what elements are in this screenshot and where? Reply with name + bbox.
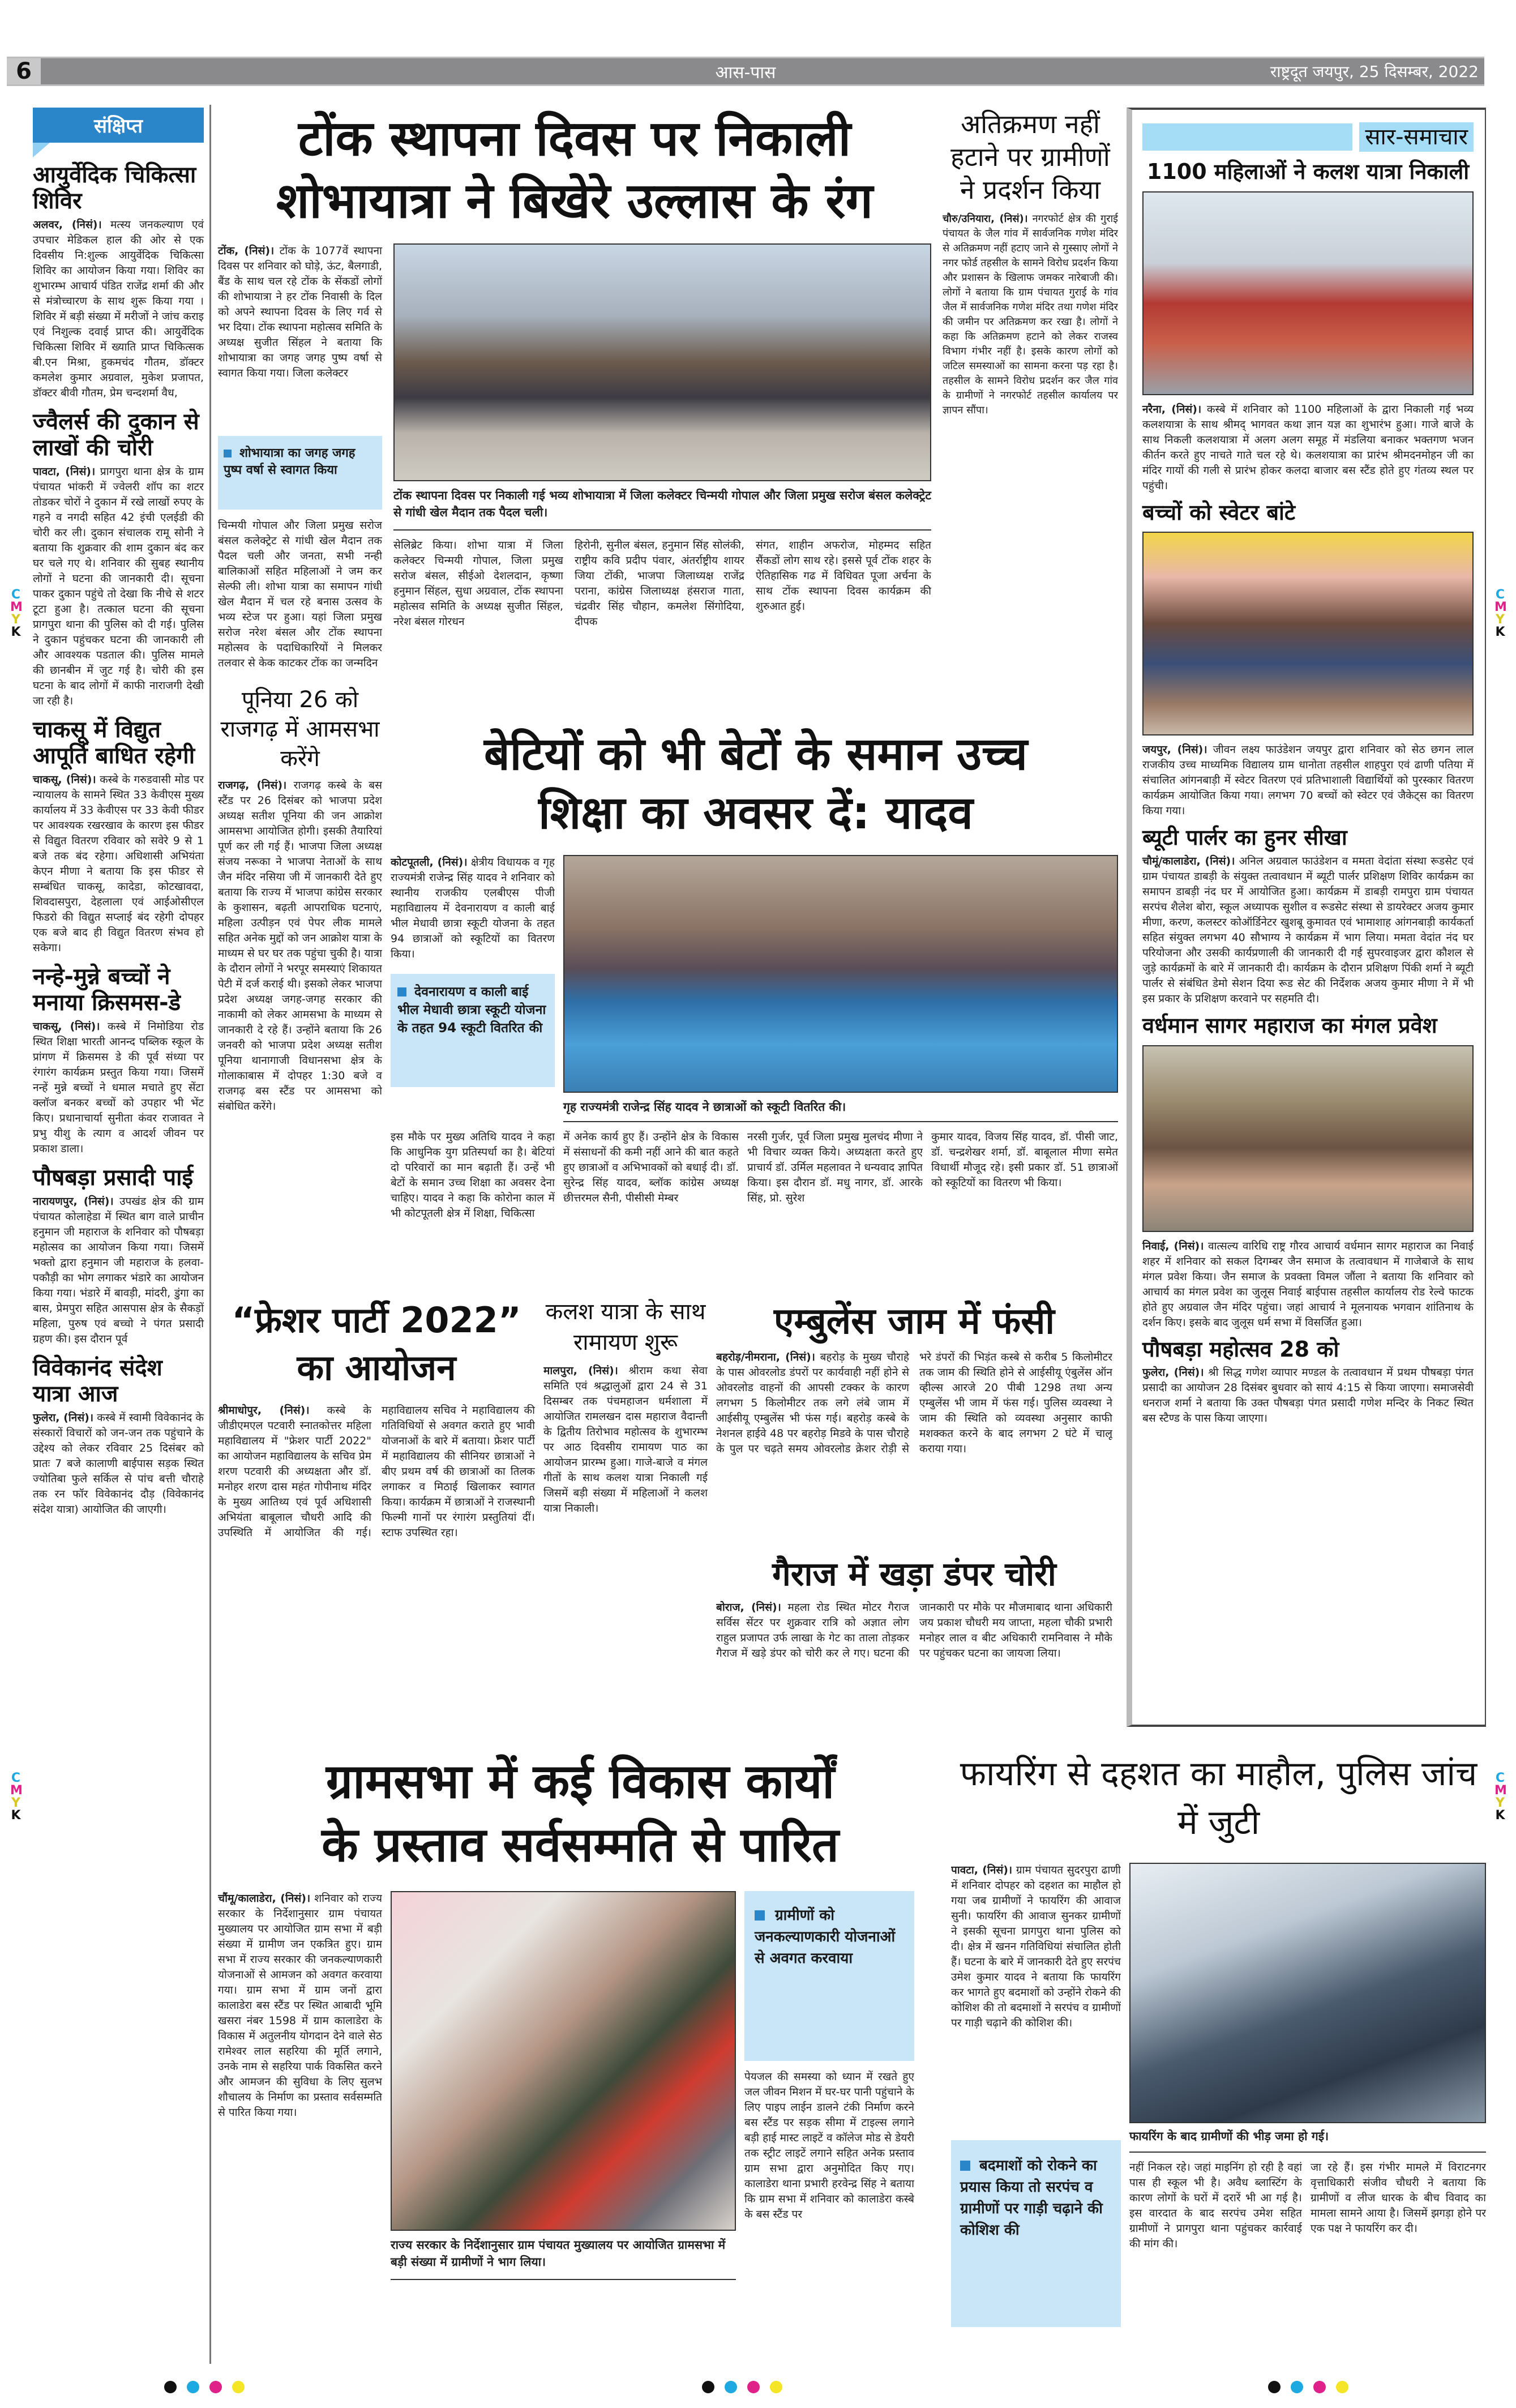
firing-body-col2: नहीं निकल रहे। जहां माइनिंग हो रही है वहां पास ही स्कूल भी है। अवैध ब्लास्टिंग के कारण लोगों के घरों में दरारें भी आ गई है। इस वारदात के बाद सरपंच उमेश सहित ग्रामीणों ने प्रागपुरा थाना पहुंचकर कार्रवाई की मांग की। [1129,2161,1302,2250]
story-dateline: चाकसू, (निसं)। [33,1020,100,1033]
puniya-body [218,778,382,1114]
kalash-body [543,1363,708,1516]
tonk-photo-caption: टोंक स्थापना दिवस पर निकाली गई भव्य शोभायात्रा में जिला कलेक्टर चिन्मयी गोपाल और जिला प्रमुख सरोज बंसल कलेक्ट्रेट से गांधी खेल मैदान तक पैदल चली। [393,489,931,519]
firing-highlight-box [951,2140,1121,2327]
story-body [1142,854,1474,1007]
sidebar-banner-row [1142,121,1474,153]
story-headline: विवेकानंद संदेश यात्रा आज [33,1355,162,1407]
encroachment-headline: अतिक्रमण नहीं हटाने पर ग्रामीणों ने प्रदर्शन किया [950,109,1110,205]
yadav-body-col2: इस मौके पर मुख्य अतिथि यादव ने कहा कि आधुनिक युग प्रतिस्पर्धा का है। बेटियां दो परिवारों का मान बढ़ाती हैं। उन्हें भी बेटों के समान उच्च शिक्षा का अवसर देना चाहिए। यादव ने कहा कि कोरोना काल में भी कोटपूतली क्षेत्र में शिक्षा, चिकित्सा [391,1131,555,1220]
cmyk-y: Y [11,1796,20,1810]
yadav-photo-caption: गृह राज्यमंत्री राजेन्द्र सिंह यादव ने छात्राओं को स्कूटी वितरित की। [563,1100,846,1114]
brief-story [33,717,204,956]
fresher-dateline: श्रीमाधोपुर, (निसं)। [218,1404,310,1417]
cmyk-c: C [11,1771,21,1785]
story-dateline: पावटा, (निसं)। [33,465,96,478]
yadav-text: क्षेत्रीय विधायक व गृह राज्यमंत्री राजेन्द्र सिंह यादव ने शनिवार को स्थानीय राजकीय एलबीएस पीजी महाविद्यालय में देवनारायण व काली बाई भील मेधावी छात्रा स्कूटी योजना के तहत 94 छात्राओं को स्कूटियों का वितरण किया। [391,856,555,960]
story-body [1142,402,1474,494]
story-headline: पौषबड़ा प्रसादी पाई [33,1165,194,1191]
kalash-dateline: मालपुरा, (निसं)। [543,1365,618,1377]
reg-dot [232,2381,245,2393]
story-text: उपखंड क्षेत्र की ग्राम पंचायत कोलाहेडा में स्थित बाग वाले प्राचीन हनुमान जी महाराज के शनिवार को पौषबड़ा महोत्सव का आयोजन किया गया। जिसमें भक्तो द्वारा हनुमान जी महाराज के हलवा-पकौड़ी का भोग लगाकर भंडारे का आयोजन किया गया। भंडारे में बावड़ी, मांदरी, डुंगा का बास, प्रेमपुरा सहित आसपास क्षेत्र के सैकड़ों महिला, पुरुष एवं बच्चो ने पंगत प्रसादी ग्रहण की। इस दौरान पूर्व [33,1195,204,1345]
story-headline: चाकसू में विद्युत आपूर्ति बाधित रहेगी [33,717,195,769]
cmyk-mark-lower [10,1772,22,1822]
page-number: 6 [7,58,41,84]
puniya-story [218,685,382,1195]
reg-dot [164,2381,177,2393]
section-title: आस-पास [715,62,776,83]
tonk-body-col2: सेलिब्रेट किया। शोभा यात्रा में जिला कलेक्टर चिन्मयी गोपाल, जिला प्रमुख सरोज बंसल, सीईओ देशलदान, कृष्णा हनुमान सिंहल, सुधा अग्रवाल, टोंक स्थापना महोत्सव समिति के अध्यक्ष सुजीत सिंहल, नरेश बंसल गोरधन [393,539,563,628]
story-dateline: चाकसू, (निसं)। [33,773,96,786]
story-body [33,772,204,956]
sidebar-story [1142,1013,1474,1331]
story-headline: बच्चों को स्वेटर बांटे [1142,499,1296,525]
brief-story [33,964,204,1157]
brief-banner: संक्षिप्त [33,108,204,143]
story-headline: पौषबड़ा महोत्सव 28 को [1142,1336,1339,1362]
tonk-dateline: टोंक, (निसं)। [218,245,275,257]
cmyk-c: C [1495,1771,1505,1785]
tonk-body-col3: हिरोनी, सुनील बंसल, हनुमान सिंह सोलंकी, राष्ट्रीय कवि प्रदीप पंवार, अंतर्राष्ट्रीय शायर जिया टोंकी, भाजपा जिलाध्यक्ष राजेंद्र पराना, कांग्रेस जिलाध्यक्ष हंसराज गाता, चंद्रवीर सिंह चौहान, कमलेश सिंगोदिया, दीपक [575,539,744,628]
story-headline: ज्वैलर्स की दुकान से लाखों की चोरी [33,409,199,461]
brief-story [33,1355,204,1517]
story-text: अनिल अग्रवाल फाउंडेशन व ममता वेदांता संस्था रूडसेट एवं ग्राम पंचायत डाबड़ी के संयुक्त तत्वावधान में ब्यूटी पार्लर प्रशिक्षण शिविर कार्यक्रम का समापन डाबड़ी नंद घर में आयोजित हुआ। कार्यक्रम में डाबड़ी रामपुरा ग्राम पंचायत सरपंच शैलेश बोरा, स्कूल अध्यापक सुशील व रूडसेट संस्था से डायरेक्टर अजय कुमार मीणा, करण, कलस्टर कोऑर्डिनेटर खुशबू कुमावत एवं भामाशाह आंगनबाड़ी कार्यकर्ता सहित संयुक्त लगभग 40 सौभाग्य ने कार्यक्रम में भाग लिया। ममता वेदांत नंद घर परियोजना और उसकी कार्यप्रणाली की जानकारी दी गई सुपरवाइजर द्वारा कौशल से जुड़े कार्यक्रमों के बारे में जानकारी दी। कार्यक्रम के दौरान प्रशिक्षण पिंकी शर्मा ने ब्यूटी पार्लर से संबंधित डेमो सेशन दिया रूड सेट की निर्देशक अजय कुमार मीणा ने में भी इस प्रकार के प्रशिक्षण करवाने पर सहमति दी। [1142,855,1474,1006]
kalash-story [543,1297,708,1716]
cmyk-mark [10,589,22,639]
caption-rule [1129,2152,1486,2153]
kalash-yatra-photo [1142,191,1474,395]
firing-headline: फायरिंग से दहशत का माहौल, पुलिस जांच में जुटी [960,1754,1478,1842]
reg-dot [1291,2381,1303,2393]
sidebar-story [1142,501,1474,819]
highlight-text: देवनारायण व काली बाई भील मेधावी छात्रा स्कूटी योजना के तहत 94 स्कूटी वितरित की [397,985,546,1036]
story-text: कस्बे में शनिवार को 1100 महिलाओं के द्वारा निकाली गई भव्य कलशयात्रा के साथ श्रीमद् भागवत कथा ज्ञान यज्ञ का शुभारंभ हुआ। गाजे बाजे के साथ निकली कलशयात्रा में अलग अलग समूह में मंडलिया बनाकर भक्तगण भजन कीर्तन करते हुए नाचते गाते चल रहे थे। कलशयात्रा का प्रारंभ श्रीमदनमोहन जी का मंदिर गायों की गली से प्रारंभ होकर कलदा बाजार बस स्टैंड होते हुए गंतव्य स्थल पर पहुंची। [1142,403,1474,492]
gramsabha-body-col2: पेयजल की समस्या को ध्यान में रखते हुए जल जीवन मिशन में घर-घर पानी पहुंचाने के लिए पाइप लाईन डालने टंकी निर्माण करने बस स्टैंड पर सड़क सीमा में टाइल्स लगाने बड़ी हाई मास्ट लाइटें व कॉलेज मोड से डेयरी तक स्ट्रीट लाइटें लगाने सहित अनेक प्रस्ताव ग्राम सभा द्वारा अनुमोदित किए गए। कालाडेरा थाना प्रभारी हरवेन्द्र सिंह ने बताया कि ग्राम सभा में शनिवार को कालाडेरा कस्बे के बस स्टैंड पर [744,2071,914,2221]
gramsabha-headline-1: ग्रामसभा में कई विकास कार्यों [326,1753,835,1809]
tonk-procession-photo [393,243,931,481]
story-headline: ब्यूटी पार्लर का हुनर सीखा [1142,825,1347,850]
story-dateline: निवाई, (निसं)। [1142,1239,1204,1252]
edition-dateline: राष्ट्रदूत जयपुर, 25 दिसम्बर, 2022 [1270,62,1479,81]
ambulance-story [716,1297,1112,1534]
sidebar-story [1142,826,1474,1007]
left-brief-column [33,108,204,1517]
story-body [33,1410,204,1517]
fresher-story [218,1297,535,1716]
cmyk-c: C [1495,588,1505,602]
story-body [33,217,204,401]
firing-dateline: पावटा, (निसं)। [951,1864,1013,1876]
cmyk-mark-lower-right [1494,1772,1506,1822]
caption-rule [391,2279,736,2280]
story-dateline: नारायणपुर, (निसं)। [33,1195,114,1208]
bullet-icon [755,1910,765,1921]
right-sidebar [1127,108,1486,1727]
tonk-text: टोंक के 1077वें स्थापना दिवस पर शनिवार को घोड़े, ऊंट, बैलगाडी, बैंड के साथ चल रहे टोंक के सेंकडों लोगों की शोभायात्रा ने हर टोंक निवासी के दिल को अपने स्थापना दिवस के लिए गर्व से भर दिया। टोंक स्थापना महोत्सव समिति के अध्यक्ष सुजीत सिंहल ने बताया कि शोभायात्रा का जगह जगह पुष्प वर्षा से स्वागत किया गया। जिला कलेक्टर [218,245,382,379]
encroachment-body [943,212,1118,418]
bullet-icon [397,987,406,996]
yadav-dateline: कोटपूतली, (निसं)। [391,856,468,869]
story-dateline: अलवर, (निसं)। [33,219,102,231]
story-text: मत्स्य जनकल्याण एवं उपचार मेडिकल हाल की ओर से एक दिवसीय नि:शुल्क आयुर्वेदिक चिकित्सा शिविर का आयोजन किया गया। शिविर का शुभारम्भ आचार्य पंडित राजेंद्र शर्मा की और से मंत्रोच्चारण के साथ शुरू किया गया । शिविर में बड़ी संख्या में मरीजों ने जांच कराइ एवं निशुल्क दवाई प्राप्त की। आयुर्वेदिक चिकित्सा शिविर में ख्याति प्राप्त चिकित्सक बी.एन मिश्रा, हुकमचंद गौतम, डॉक्टर कमलेश कुमार अग्रवाल, मुकेश प्रजापत, डॉक्टर बीवी गौतम, प्रेम चन्दशर्मा वैध, [33,219,204,399]
reg-dot [187,2381,199,2393]
story-text: जीवन लक्ष्य फाउंडेशन जयपुर द्वारा शनिवार को सेठ छगन लाल राजकीय उच्च माध्यमिक विद्यालय ग्राम धानोता तहसील शाहपुरा एवं ढाणी पतिया में संचालित आंगनबाड़ी में स्वेटर वितरण एवं प्रतिभाशाली विद्यार्थियों को पुरस्कार वितरण कार्यक्रम आयोजित किया गया। लगभग 70 बच्चों को स्वेटर एवं जैकेट्स का वितरण किया गया। [1142,743,1474,818]
yadav-body-col5: कुमार यादव, विजय सिंह यादव, डॉ. पीसी जाट, डॉ. चन्द्रशेखर शर्मा, डॉ. बाबूलाल मीणा समेत विधार्थी मौजूद रहे। इसी प्रकार डॉ. 51 छात्राओं को स्कूटियों का वितरण भी किया। [931,1131,1118,1189]
gramsabha-text: शनिवार को राज्य सरकार के निर्देशानुसार ग्राम पंचायत मुख्यालय पर आयोजित ग्राम सभा में बड़ी संख्या में ग्रामीण जन एकत्रित हुए। ग्राम सभा में राज्य सरकार की जनकल्याणकारी योजनाओं से आमजन को अवगत करवाया गया। ग्राम सभा में ग्राम जनों द्वारा कालाडेरा बस स्टैंड पर स्थित आबादी भूमि खसरा नंबर 1598 में ग्राम कालाडेरा के विकास में अतुलनीय योगदान देने वाले सेठ रामेश्वर लाल सहरिया की मूर्ति लगाने, उनके नाम से सहरिया पार्क विकसित करने और आमजन की सुविधा के लिए सुलभ शौचालय के निर्माण का प्रस्ताव सर्वसम्मति से पारित किया गया। [218,1892,382,2119]
column-divider [209,105,211,2364]
bullet-icon [224,450,232,457]
registration-strip [0,2381,1516,2398]
fresher-headline: “फ्रेशर पार्टी 2022” का आयोजन [232,1299,521,1388]
story-headline: आयुर्वेदिक चिकित्सा शिविर [33,162,196,214]
sidebar-banner: सार-समाचार [1359,122,1474,152]
sweater-distribution-photo [1142,532,1474,735]
ambulance-headline: एम्बुलेंस जाम में फंसी [773,1301,1055,1342]
story-text: प्रागपुरा थाना क्षेत्र के ग्राम पंचायत भांकरी में ज्वेलरी शॉप का शटर तोडकर चोरों ने दुकान में रखे लाखों रुपए के गहने व नगदी सहित 42 इंची एलईडी की चोरी कर ली। दुकान संचालक रामू सोनी ने बताया कि शुक्रवार की शाम दुकान बंद कर घर चले गए थे। शनिवार की सुबह स्थानीय लोगों ने घटना की जानकारी दी। सूचना पाकर दुकान पहुंचे तो देखा कि नीचे से शटर टूटा हुआ है। तत्काल घटना की सूचना प्रागपुरा थाना की पुलिस को दी गई। पुलिस ने दुकान पहुंचकर घटना की जानकारी ली और आवश्यक पडताल की। पुलिस मामले की छानबीन में जुट गई है। चोरी की इस घटना के बाद लोगों में काफी नाराजगी देखी जा रही है। [33,465,204,707]
yadav-headline-1: बेटियों को भी बेटों के समान उच्च [483,728,1028,780]
brief-story [33,409,204,709]
story-dateline: फुलेरा, (निसं)। [33,1412,94,1424]
reg-dot [725,2381,737,2393]
garage-body [716,1600,1112,1661]
brief-story [33,1165,204,1347]
fresher-body [218,1403,535,1541]
cmyk-y: Y [1496,1796,1505,1810]
sidebar-story [1142,160,1474,494]
reg-dot [702,2381,714,2393]
highlight-text: ग्रामीणों को जनकल्याणकारी योजनाओं से अवगत करवाया [755,1907,896,1967]
tonk-body-col4: संगत, शाहीन अफरोज, मोहम्मद सहित सैंकडों लोग साथ रहे। इससे पूर्व टोंक शहर के ऐतिहासिक गढ में विधिवत पूजा अर्चना के साथ टोंक स्थापना दिवस कार्यक्रम की शुरुआत हुई। [756,539,931,613]
reg-dot [1268,2381,1281,2393]
caption-rule [563,1121,1118,1122]
reg-dot [209,2381,222,2393]
puniya-headline: पूनिया 26 को राजगढ़ में आमसभा करेंगे [220,687,380,772]
sidebar-story [1142,1337,1474,1427]
story-text: वात्सल्य वारिधि राष्ट्र गौरव आचार्य वर्धमान सागर महाराज का निवाई शहर में शनिवार को सकल दिगम्बर जैन समाज के तत्वावधान में गाजेबाजे के साथ मंगल प्रवेश किया। जैन समाज के प्रवक्ता विमल जौंला ने बताया कि शनिवार को आचार्य का मंगल प्रवेश का जुलूस निवाई बाईपास तहसील कार्यालय रोड रेल्वे फाटक होते हुए अग्रवाल जैन मंदिर पहुंचा। जहां आचार्य ने मूलनायक भगवान शांतिनाथ के दर्शन किए। इसके बाद जुलूस धर्म सभा में विसर्जित हुआ। [1142,1239,1474,1329]
fresher-text: कस्बे के जीडीएमएल पटवारी स्नातकोत्तर महिला महाविद्यालय में "फ्रेशर पार्टी 2022" का आयोजन महाविद्यालय के सचिव प्रेम शरण पटवारी की अध्यक्षता और डॉ. मनोहर शरण दास महंत गोपीनाथ मंदिर के मुख्य आतिथ्य एवं पूर्व अधिशासी अभियंता बाबूलाल चौधरी आदि की उपस्थिति में आयोजित की गई। महाविद्यालय सचिव ने महाविद्यालय की गतिविधियों से अवगत कराते हुए भावी योजनाओं के बारे में बताया। फ्रेशर पार्टी में महाविद्यालय की सीनियर छात्राओं ने बीए प्रथम वर्ष की छात्राओं का तिलक लगाकर व मिठाई खिलाकर स्वागत किया। कार्यक्रम में छात्राओं ने राजस्थानी फिल्मी गानों पर रंगारंग प्रस्तुतियां दीं। स्टाफ उपस्थित रहा। [218,1404,535,1539]
yadav-headline-2: शिक्षा का अवसर दें: यादव [538,786,973,839]
yadav-body-col1 [391,855,555,968]
story-dateline: फुलेरा, (निसं)। [1142,1366,1204,1379]
firing-body-col3: जा रहे हैं। इस गंभीर मामले में विराटनगर वृत्ताधिकारी संजीव चौधरी ने बताया कि ग्रामीणों व लीज धारक के बीच विवाद का मामला सामने आया है। जिसमें झगड़ा होने पर एक पक्ष ने फायरिंग कर दी। [1311,2161,1486,2235]
gramsabha-highlight-box [744,1891,914,2061]
reg-dot [747,2381,760,2393]
gramsabha-body-col1 [218,1891,382,2355]
banner-tab [33,143,50,157]
story-text: श्री सिद्ध गणेश व्यापार मण्डल के तत्वावधान में प्रथम पौषबड़ा पंगत प्रसादी का आयोजन 28 दिसंबर बुधवार को सायं 4:15 से किया जाएगा। समाजसेवी धनराज शर्मा ने बताया कि उक्त पौषबड़ा पंगत प्रसादी गणेश मन्दिर के निकट स्थित बस स्टैण्ड के पास किया जाएगा। [1142,1366,1474,1425]
cmyk-k: K [1495,1808,1505,1823]
encroachment-text: नगरफोर्ट क्षेत्र की गुराई पंचायत के जैल गांव में सार्वजनिक गणेश मंदिर से अतिक्रमण नहीं हटाए जाने से गुस्साए लोगों ने नगर फोर्ड तहसील के सामने विरोध प्रदर्शन किया और प्रशासन के खिलाफ जमकर नारेबाजी की। लोगों ने बताया कि ग्राम पंचायत गुराई के गांव जैल में सार्वजनिक गणेश मंदिर तथा गणेश मंदिर की जमीन पर अतिक्रमण कर रखा है। लोगों ने कहा कि अतिक्रमण हटाने को लेकर राजस्व विभाग गंभीर नहीं है। इसके कारण लोगों को जटिल समस्याओं का सामना करना पड़ रहा है। तहसील के सामने विरोध प्रदर्शन कर जैल गांव के ग्रामीणों ने नगरफोर्ट तहसील कार्यालय पर ज्ञापन सौंपा। [943,213,1118,416]
cmyk-k: K [1495,625,1505,639]
gramsabha-dateline: चौंमू/कालाडेरा, (निसं)। [218,1892,311,1905]
story-body [33,1194,204,1347]
story-body [33,464,204,709]
cmyk-k: K [11,1808,21,1823]
story-dateline: जयपुर, (निसं)। [1142,743,1207,756]
highlight-text: शोभायात्रा का जगह जगह पुष्प वर्षा से स्वागत किया [224,446,356,477]
yadav-highlight-box [391,974,555,1087]
page-header [7,57,1484,86]
cmyk-m: M [10,1783,23,1798]
reg-dot [1313,2381,1326,2393]
bullet-icon [960,2161,970,2171]
ambulance-body [716,1350,1112,1457]
firing-text: ग्राम पंचायत सुदरपुरा ढाणी में शनिवार दोपहर को दहशत का माहौल हो गया जब ग्रामीणों ने फायरिंग की आवाज सुनी। फायरिंग की आवाज सुनकर ग्रामीणों ने इसकी सूचना प्रागपुरा थाना पुलिस को दी। क्षेत्र में खनन गतिविधियां संचालित होती हैं। घटना के बारे में जानकारी देते हुए सरपंच उमेश कुमार यादव ने बताया कि फायरिंग कर भागते हुए बदमाशों को उन्होंने रोकने की कोशिश की तो बदमाशों ने सरपंच व ग्रामीणों पर गाड़ी चढ़ाने की कोशिश की। [951,1864,1121,2029]
scooty-distribution-photo [563,855,1118,1093]
kalash-text: श्रीराम कथा सेवा समिति एवं श्रद्धालुओं द्वारा 24 से 31 दिसम्बर तक पंचमहाजन धर्मशाला में आयोजित रामलखन दास महाराज वैदान्ती के द्वितीय तिरोभाव महोत्सव के शुभारम्भ पर आठ दिवसीय रामायण पाठ का आयोजन प्रारम्भ हुआ। गाजे-बाजे व मंगल गीतों के साथ कलश यात्रा निकाली गई जिसमें बड़ी संख्या में महिलाओं ने कलश यात्रा निकाली। [543,1365,708,1515]
story-dateline: चौमूं/कालाडेरा, (निसं)। [1142,855,1235,868]
cmyk-c: C [11,588,21,602]
ambulance-text: बहरोड़ के मुख्य चौराहे के पास ओवरलोड डंपरों पर कार्यवाही नहीं होने से ओवरलोड वाहनों की आपसी टक्कर के कारण लगभग 5 किलोमीटर तक लगे लंबे जाम में आईसीयू एम्बुलेंस भी फंस गई। बहरोड़ कस्बे के नेशनल हाईवे 48 पर बहरोड़ मिडवे के पास चौराहे के पुल पर चढ़ते समय ओवरलोड क्रेशर रोड़ी से भरे डंपरों की भिड़ंत कस्बे से करीब 5 किलोमीटर तक जाम की स्थिति होने से आईसीयू एंबुलेंस ऑन व्हील्स आरजे 20 पीबी 1298 तथा अन्य एम्बुलेंस भी जाम में फंस गई। पुलिस व्यवस्था ने जाम की स्थिति को व्यवस्था अनुसार काफी मशक्कत करने के बाद लगभग 2 घंटे में चालू कराया गया। [716,1351,1112,1455]
cmyk-k: K [11,625,21,639]
tonk-highlight-box [218,436,382,510]
puniya-text: राजगढ़ कस्बे के बस स्टैंड पर 26 दिसंबर को भाजपा प्रदेश अध्यक्ष सतीश पूनिया की जन आक्रोश आमसभा आयोजित होगी। इसकी तैयारियां पूर्ण कर ली गई हैं। भाजपा जिला अध्यक्ष संजय नरूका ने भाजपा नेताओं के साथ जैन मंदिर नसिया जी में जानकारी देते हुए बताया कि राज्य में भाजपा कांग्रेस सरकार के कुशासन, बढ़ती आपराधिक घटनाएं, महिला उत्पीड़न एवं पेपर लीक मामले सहित अनेक मुद्दों को जन आक्रोश यात्रा के माध्यम से घर घर तक पहुंचा चुकी है। यात्रा के दौरान लोगों ने भरपूर समस्याएं शिकायत पेटी में दर्ज कराई थी। इसको लेकर भाजपा प्रदेश अध्यक्ष जगह-जगह सरकार की नाकामी को लेकर आमसभा के माध्यम से जानकारी दे रहे हैं। उन्होंने बताया कि 26 जनवरी को भाजपा प्रदेश अध्यक्ष सतीश पूनिया थानागाजी विधानसभा क्षेत्र के गोलाकाबास में दोपहर 1:30 बजे व राजगढ़ बस स्टैंड पर आमसभा को संबोधित करेंगे। [218,779,382,1113]
kalash-headline: कलश यात्रा के साथ रामायण शुरू [545,1299,706,1355]
story-text: कस्बे में स्वामी विवेकानंद के संस्कारों विचारों को जन-जन तक पहुंचाने के उद्देश्य को लेकर रविवार 25 दिसंबर को प्रातः 7 बजे कालाणी बाईपास सड़क स्थित ज्योतिबा फुले सर्किल से पांच बत्ती चौराहे तक रन फॉर विवेकानंद दौड़ (विवेकानंद संदेश यात्रा) आयोजित की जाएगी। [33,1412,204,1516]
mangal-pravesh-photo [1142,1045,1474,1232]
story-headline: वर्धमान सागर महाराज का मंगल प्रवेश [1142,1013,1437,1038]
encroachment-dateline: चौरु/उनियारा, (निसं)। [943,213,1028,225]
reg-dot [1336,2381,1348,2393]
firing-photo-caption: फायरिंग के बाद ग्रामीणों की भीड़ जमा हो गई। [1129,2129,1329,2143]
encroachment-story [943,108,1118,742]
story-text: कस्बे के गरुडवासी मोड पर न्यायालय के सामने स्थित 33 केवीएस मुख्य कार्यालय में 33 केवीएस पर 33 केवी फीडर पर आवश्यक रखरखाव के कारण इस फीडर से विद्युत वितरण रविवार को सवेरे 9 से 1 बजे तक बंद रहेगा। अधिशासी अभियंता केएन मीणा ने बताया कि इस फीडर से सम्बंधित चाकसू, कादेडा, कोटखावदा, शिवदासपुरा, देहलाला एवं आईओसीएल फिडरो की विद्युत सप्लाई बंद रहेगी दोपहर एक बजे बाद ही विद्युत वितरण संभव हो सकेगा। [33,773,204,954]
puniya-dateline: राजगढ़, (निसं)। [218,779,287,792]
brief-story [33,162,204,401]
garage-headline: गैराज में खड़ा डंपर चोरी [772,1555,1056,1593]
cmyk-m: M [10,600,23,614]
story-body [33,1019,204,1157]
story-text: कस्बे में निमोडिया रोड स्थित शिक्षा भारती आनन्द पब्लिक स्कूल के प्रांगण में क्रिसमस डे की पूर्व संध्या पर रंगारंग कार्यक्रम प्रस्तुत किया गया। जिसमें नन्हें मुन्ने बच्चों ने धमाल मचाते हुए सेंटा क्लॉज बनकर बच्चों को उपहार भी भेंट किए। प्रधानाचार्या सुनीता कंवर राजावत ने प्रभु यीशु के त्याग व आदर्श जीवन पर प्रकाश डाला। [33,1020,204,1155]
story-body [1142,1365,1474,1426]
tonk-body-col1b: चिन्मयी गोपाल और जिला प्रमुख सरोज बंसल कलेक्ट्रेट से गांधी खेल मैदान तक पैदल चली और जनता, सभी नन्ही बालिकाओं सहित महिलाओं ने जम कर सेल्फी ली। शोभा यात्रा का समापन गांधी खेल मैदान में चल रहे बनास उत्सव के भव्य स्टेज पर हुआ। यहां जिला प्रमुख सरोज नरेश बंसल और टोंक स्थापना महोत्सव के पदाधिकारियों ने मिलकर तलवार से केक काटकर टोंक का जन्मदिन [218,519,382,669]
tonk-headline-2: शोभायात्रा ने बिखेरे उल्लास के रंग [276,173,873,229]
firing-body-col1 [951,1863,1121,2129]
caption-rule [393,529,931,531]
story-body [1142,742,1474,819]
cmyk-m: M [1494,1783,1507,1798]
reg-dot [770,2381,782,2393]
cmyk-y: Y [1496,613,1505,627]
tonk-headline-1: टोंक स्थापना दिवस पर निकाली [298,110,851,167]
cmyk-m: M [1494,600,1507,614]
cmyk-mark-right [1494,589,1506,639]
gramsabha-photo-caption: राज्य सरकार के निर्देशानुसार ग्राम पंचायत मुख्यालय पर आयोजित ग्रामसभा में बड़ी संख्या में ग्रामीणों ने भाग लिया। [391,2238,726,2269]
garage-dateline: बोराज, (निसं)। [716,1601,781,1614]
yadav-body-col3: में अनेक कार्य हुए हैं। उन्होंने क्षेत्र के विकास में संसाधनों की कमी नहीं आने की बात कहते हुए छात्राओं व अभिभावकों को बधाई दी। डॉ. सुरेन्द्र सिंह यादव, ब्लॉक कांग्रेस अध्यक्ष छीत्तरमल सैनी, पीसीसी मेम्बर [563,1131,739,1204]
firing-crowd-photo [1129,1863,1486,2123]
tonk-body-col1 [218,243,382,381]
cmyk-y: Y [11,613,20,627]
banner-stripe [1142,123,1352,151]
firing-story [951,1750,1486,2361]
highlight-text: बदमाशों को रोकने का प्रयास किया तो सरपंच व ग्रामीणों पर गाड़ी चढ़ाने की कोशिश की [960,2157,1103,2239]
gramsabha-headline-2: के प्रस्ताव सर्वसम्मति से पारित [322,1817,839,1872]
story-headline: 1100 महिलाओं ने कलश यात्रा निकाली [1146,159,1470,184]
garage-story [716,1551,1112,1716]
yadav-story [391,725,1121,1268]
ambulance-dateline: बहरोड़/नीमराना, (निसं)। [716,1351,815,1363]
story-headline: नन्हे-मुन्ने बच्चों ने मनाया क्रिसमस-डे [33,964,181,1016]
gramsabha-story [218,1750,943,2361]
story-body [1142,1239,1474,1331]
story-dateline: नरैना, (निसं)। [1142,403,1202,416]
garage-text: महला रोड स्थित मोटर गैराज सर्विस सेंटर पर शुक्रवार रात्रि को अज्ञात लोग राहुल प्रजापत उर्फ लाखा के गेट का ताला तोड़कर गैराज में खड़े डंपर को चोरी कर ले गए। घटना की जानकारी पर मौके पर मौजमाबाद थाना अधिकारी जय प्रकाश चौधरी मय जाप्ता, महला चौकी प्रभारी मनोहर लाल व बीट अधिकारी रामनिवास ने मौके पर पहुंचकर घटना का जायजा लिया। [716,1601,1112,1659]
gramsabha-photo [391,1891,736,2231]
tonk-story [218,108,931,776]
yadav-body-col4: नरसी गुर्जर, पूर्व जिला प्रमुख मुलचंद मीणा ने भी विचार व्यक्त किये। अध्यक्षता करते हुए प्राचार्य डॉ. उर्मिल महलावत ने धन्यवाद ज्ञापित किया। इस दौरान डॉ. मधु नागर, डॉ. आरके सिंह, प्रो. सुरेश [747,1131,923,1204]
